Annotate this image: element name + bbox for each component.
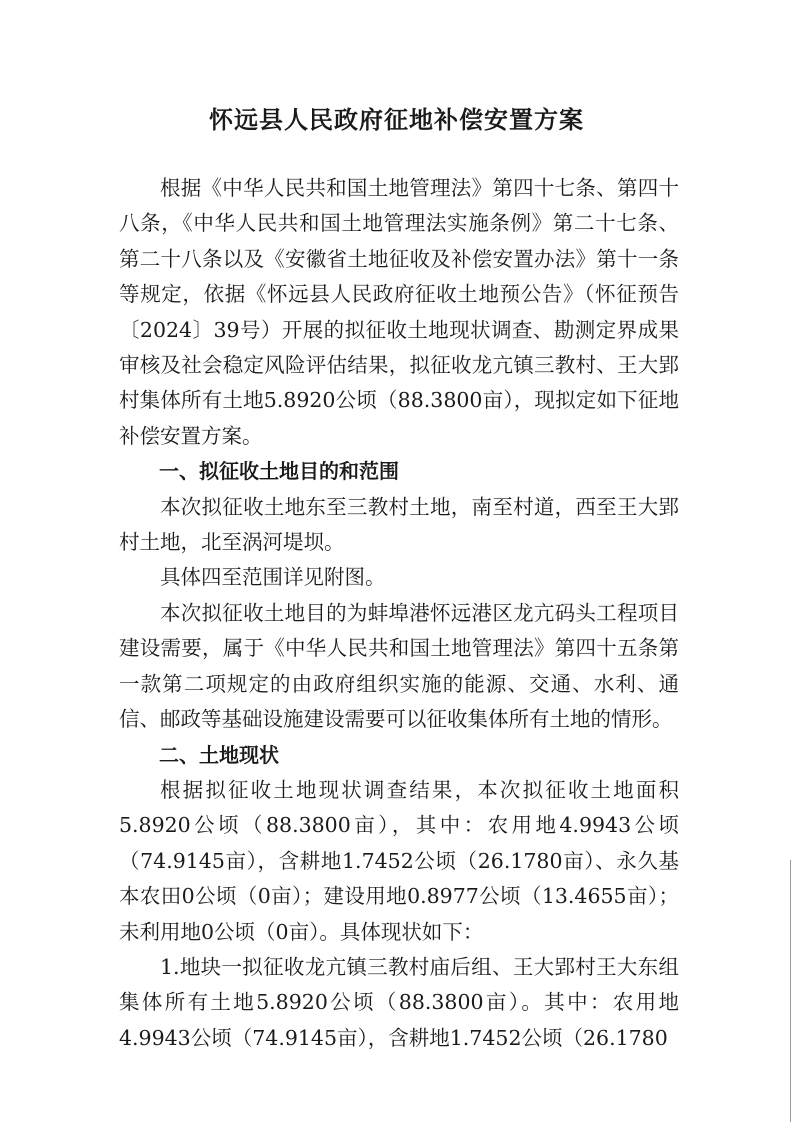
paragraph-boundaries: 本次拟征收土地东至三教村土地，南至村道，西至王大郢村土地，北至涡河堤坝。 [119,494,679,555]
paragraph-survey-result: 根据拟征收土地现状调查结果，本次拟征收土地面积5.8920公顷（88.3800亩），其中：农用地4.9943公顷（74.9145亩），含耕地1.7452公顷（26.1780亩）、永久基本农田0公顷（0亩）；建设用地0.8977公顷（13.4655亩）；未利用地0公顷（0亩）。具体现状如下： [119,777,679,944]
paragraph-plot-one: 1.地块一拟征收龙亢镇三教村庙后组、王大郢村王大东组集体所有土地5.8920公顷（88.3800亩）。其中：农用地4.9943公顷（74.9145亩），含耕地1.7452公顷（26.1780 [119,954,679,1050]
document-body [119,171,679,1056]
paragraph-purpose: 本次拟征收土地目的为蚌埠港怀远港区龙亢码头工程项目建设需要，属于《中华人民共和国土地管理法》第四十五条第一款第二项规定的由政府组织实施的能源、交通、水利、通信、邮政等基础设施建设需要可以征收集体所有土地的情形。 [119,600,679,732]
section-heading-purpose-scope: 一、拟征收土地目的和范围 [159,459,399,484]
scan-edge-line [790,860,791,1122]
paragraph-map-reference: 具体四至范围详见附图。 [160,565,386,590]
section-heading-land-status: 二、土地现状 [159,742,279,767]
paragraph-legal-basis: 根据《中华人民共和国土地管理法》第四十七条、第四十八条，《中华人民共和国土地管理法实施条例》第二十七条、第二十八条以及《安徽省土地征收及补偿安置办法》第十一条等规定，依据《怀远县人民政府征收土地预公告》（怀征预告〔2024〕39号）开展的拟征收土地现状调查、勘测定界成果审核及社会稳定风险评估结果，拟征收龙亢镇三教村、王大郢村集体所有土地5.8920公顷（88.3800亩），现拟定如下征地补偿安置方案。 [119,176,679,448]
document-title: 怀远县人民政府征地补偿安置方案 [209,105,584,134]
